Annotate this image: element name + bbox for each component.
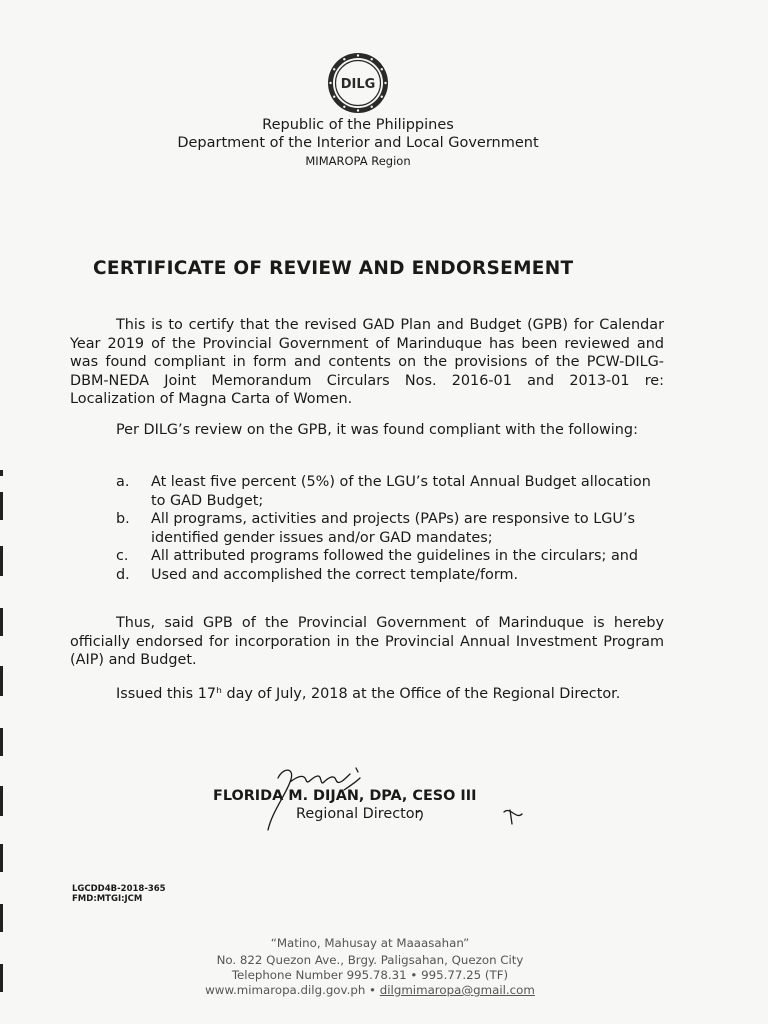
list-marker: c.	[116, 548, 129, 564]
list-item-text: All programs, activities and projects (PAPs) are responsive to LGU’s identified gender issues and/or GAD mandates;	[151, 511, 636, 546]
footer-website-link[interactable]: www.mimaropa.dilg.gov.ph	[205, 983, 366, 997]
list-item-text: All attributed programs followed the guidelines in the circulars; and	[151, 548, 639, 564]
list-marker: b.	[116, 511, 130, 527]
list-item	[116, 510, 664, 547]
binder-marks	[0, 470, 6, 1010]
signatory-position: Regional Director	[296, 806, 421, 822]
list-item	[116, 547, 664, 566]
footer-motto: “Matino, Mahusay at Maaasahan”	[270, 936, 470, 950]
paragraph-endorsement: Thus, said GPB of the Provincial Government of Marinduque is hereby officially endorsed for incorporation in the Provincial Annual Investment Program (AIP) and Budget.	[70, 615, 664, 668]
signatory-name: FLORIDA M. DIJAN, DPA, CESO III	[213, 788, 477, 804]
paragraph-issued: Issued this 17ʰ day of July, 2018 at the Office of the Regional Director.	[116, 686, 621, 702]
list-marker: d.	[116, 566, 130, 583]
list-item-text: At least five percent (5%) of the LGU’s total Annual Budget allocation to GAD Budget;	[151, 474, 651, 509]
header-republic: Republic of the Philippines	[262, 117, 454, 133]
list-item-text: Used and accomplished the correct template/form.	[151, 566, 519, 583]
dilg-seal-logo	[326, 51, 390, 115]
header-region: MIMAROPA Region	[305, 154, 411, 168]
footer-contact	[12, 983, 728, 997]
reference-code: LGCDD4B-2018-365	[72, 884, 166, 894]
compliance-list	[116, 473, 664, 584]
document-title: CERTIFICATE OF REVIEW AND ENDORSEMENT	[93, 258, 574, 279]
footer-separator: •	[365, 983, 380, 997]
list-item	[116, 566, 664, 585]
header-department: Department of the Interior and Local Government	[177, 135, 539, 151]
footer-address: No. 822 Quezon Ave., Brgy. Paligsahan, Quezon City	[216, 953, 524, 967]
footer-email-link[interactable]: dilgmimaropa@gmail.com	[379, 983, 535, 997]
reference-initials: FMD:MTGI:JCM	[72, 894, 143, 904]
paragraph-review: Per DILG’s review on the GPB, it was found compliant with the following:	[116, 422, 638, 438]
paragraph-certification: This is to certify that the revised GAD Plan and Budget (GPB) for Calendar Year 2019 of the Provincial Government of Marinduque has been reviewed and was found compliant in form and contents on the provisions of the PCW-DILG-DBM-NEDA Joint Memorandum Circulars Nos. 2016-01 and 2013-01 re: Localization of Magna Carta of Women.	[70, 317, 664, 407]
footer-phone: Telephone Number 995.78.31 • 995.77.25 (TF)	[231, 968, 509, 982]
list-marker: a.	[116, 474, 130, 490]
svg-text:DILG: DILG	[340, 77, 376, 92]
list-item	[116, 473, 664, 510]
